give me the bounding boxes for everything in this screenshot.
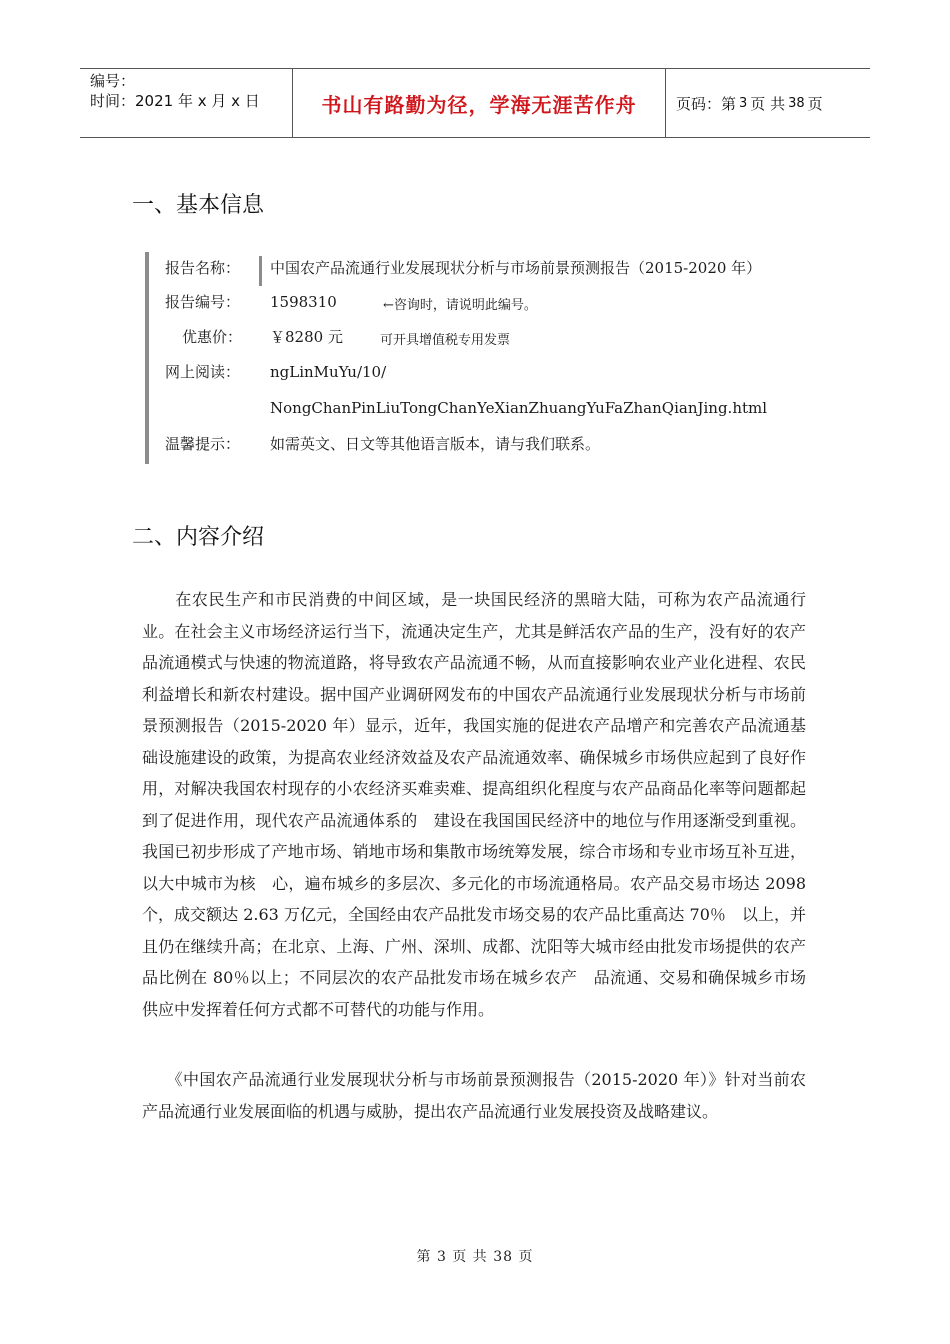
page-footer: 第 3 页 共 38 页 <box>416 1249 534 1265</box>
online-reading-url-1[interactable]: ngLinMuYu/10/ <box>270 363 387 381</box>
date-label: 时间：2021 年 x 月 x 日 <box>90 92 260 110</box>
header-page-number <box>666 69 870 137</box>
number-label: 编号： <box>90 72 136 90</box>
page-mid: 页 共 <box>750 94 786 113</box>
report-code-label: 报告编号： <box>165 293 241 311</box>
intro-paragraph-2: 《中国农产品流通行业发展现状分析与市场前景预测报告（2015-2020 年）》针对当前农产品流通行业发展面临的机遇与威胁，提出农产品流通行业发展投资及战略建议。 <box>142 1070 806 1121</box>
section-title-basic-info: 一、基本信息 <box>132 193 265 218</box>
page-current: 3 <box>739 95 748 111</box>
report-code-note: ←咨询时，请说明此编号。 <box>383 298 537 313</box>
page-prefix: 页码：第 <box>676 94 737 113</box>
page-header <box>80 68 870 138</box>
page-suffix: 页 <box>807 94 823 113</box>
price-label: 优惠价： <box>182 328 243 346</box>
report-name-value: 中国农产品流通行业发展现状分析与市场前景预测报告（2015-2020 年） <box>270 259 762 277</box>
section-title-content-intro: 二、内容介绍 <box>132 525 265 550</box>
online-reading-url-2[interactable]: NongChanPinLiuTongChanYeXianZhuangYuFaZhanQianJing.html <box>270 399 768 417</box>
intro-paragraph-1: 在农民生产和市民消费的中间区域，是一块国民经济的黑暗大陆，可称为农产品流通行 业。在社会主义市场经济运行当下，流通决定生产，尤其是鲜活农产品的生产，没有好的农产品流通模式与快速的物流道路，将导致农产品流通不畅，从而直接影响农业产业化进程、农民利益增长和新农村建设。据中国产业调研网发布的中国农产品流通行业发展现状分析与市场前景预测报告（2015-2020 年）显示，近年，我国实施的促进农产品增产和完善农产品流通基础设施建设的政策，为提高农业经济效益及农产品流通效率、确保城乡市场供应起到了良好作用，对解决我国农村现存的小农经济买难卖难、提高组织化程度与农产品商品化率等问题都起到了促进作用，现代农产品流通体系的 建设在我国国民经济中的地位与作用逐渐受到重视。我国已初步形成了产地市场、销地市场和集散市场统筹发展，综合市场和专业市场互补互进，以大中城市为核 心，遍布城乡的多层次、多元化的市场流通格局。农产品交易市场达 2098 个，成交额达 2.63 万亿元，全国经由农产品批发市场交易的农产品比重高达 70％ 以上，并且仍在继续升高；在北京、上海、广州、深圳、成都、沈阳等大城市经由批发市场提供的农产品比例在 80％以上；不同层次的农产品批发市场在城乡农产 品流通、交易和确保城乡市场供应中发挥着任何方式都不可替代的功能与作用。 <box>142 590 823 1019</box>
report-code-value: 1598310 <box>270 293 337 311</box>
header-motto: 书山有路勤为径，学海无涯苦作舟 <box>292 69 666 137</box>
report-name-label: 报告名称： <box>165 259 241 277</box>
tip-value: 如需英文、日文等其他语言版本，请与我们联系。 <box>270 435 601 453</box>
page-total: 38 <box>788 95 805 111</box>
header-meta <box>80 69 292 137</box>
online-reading-label: 网上阅读： <box>165 363 241 381</box>
price-note: 可开具增值税专用发票 <box>380 333 511 348</box>
price-value: ￥8280 元 <box>270 328 343 346</box>
info-left-bar <box>145 252 149 464</box>
tip-label: 温馨提示： <box>165 435 241 453</box>
name-divider-bar <box>259 256 262 286</box>
